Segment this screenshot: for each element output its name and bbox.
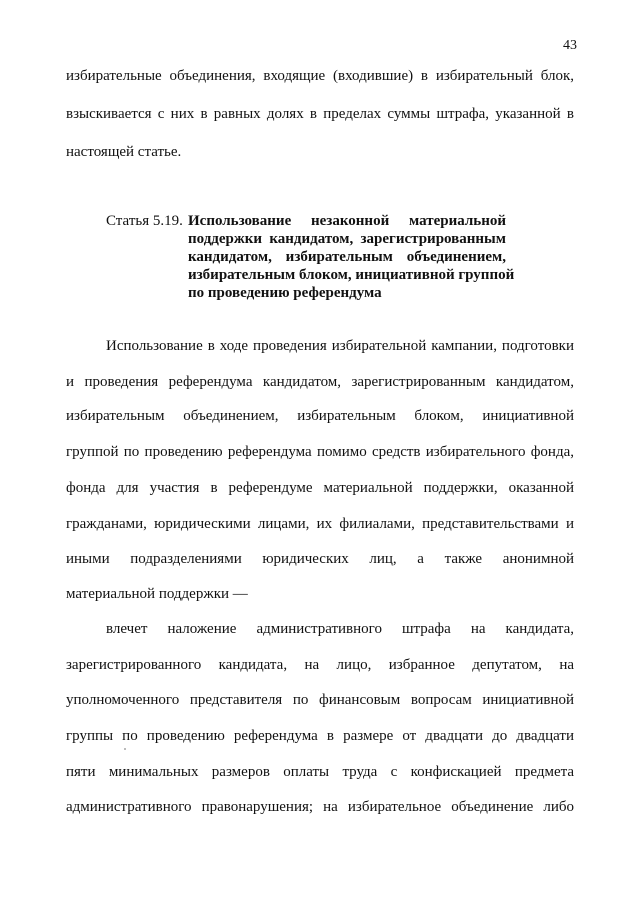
article-title (188, 212, 515, 302)
article-title-line-2: поддержки кандидатом, зарегистрированным (188, 231, 506, 247)
paragraph-1-line-4: группой по проведению референдума помимо средств избирательного фонда, (66, 444, 574, 460)
article-title-line-5: по проведению референдума (188, 285, 382, 301)
page-number: 43 (563, 38, 577, 53)
top-paragraph-line-1: избирательные объединения, входящие (входившие) в избирательный блок, (66, 68, 574, 84)
article-title-line-3: кандидатом, избирательным объединением, (188, 249, 506, 265)
paragraph-1-line-8: материальной поддержки — (66, 586, 248, 602)
paragraph-1-line-2: и проведения референдума кандидатом, зарегистрированным кандидатом, (66, 374, 574, 390)
top-paragraph-line-2: взыскивается с них в равных долях в пределах суммы штрафа, указанной в (66, 106, 574, 122)
paragraph-2-line-6: административного правонарушения; на избирательное объединение либо (66, 799, 574, 815)
article-title-line-4: избирательным блоком, инициативной группой (188, 267, 515, 283)
paragraph-1-line-5: фонда для участия в референдуме материальной поддержки, оказанной (66, 480, 574, 496)
paragraph-2-line-5: пяти минимальных размеров оплаты труда с конфискацией предмета (66, 764, 574, 780)
paragraph-1-line-7: иными подразделениями юридических лиц, а также анонимной (66, 551, 574, 567)
scan-speck (124, 748, 126, 750)
paragraph-2-line-2: зарегистрированного кандидата, на лицо, избранное депутатом, на (66, 657, 574, 673)
paragraph-1-line-6: гражданами, юридическими лицами, их филиалами, представительствами и (66, 516, 574, 532)
paragraph-2-line-1: влечет наложение административного штрафа на кандидата, (106, 621, 574, 637)
article-title-line-1: Использование незаконной материальной (188, 213, 506, 229)
paragraph-1-line-3: избирательным объединением, избирательным блоком, инициативной (66, 408, 574, 424)
article-number: Статья 5.19. (106, 213, 183, 229)
paragraph-1-line-1: Использование в ходе проведения избирательной кампании, подготовки (106, 338, 574, 354)
paragraph-2-line-3: уполномоченного представителя по финансовым вопросам инициативной (66, 692, 574, 708)
top-paragraph-line-3: настоящей статье. (66, 144, 182, 160)
paragraph-2-line-4: группы по проведению референдума в размере от двадцати до двадцати (66, 728, 574, 744)
